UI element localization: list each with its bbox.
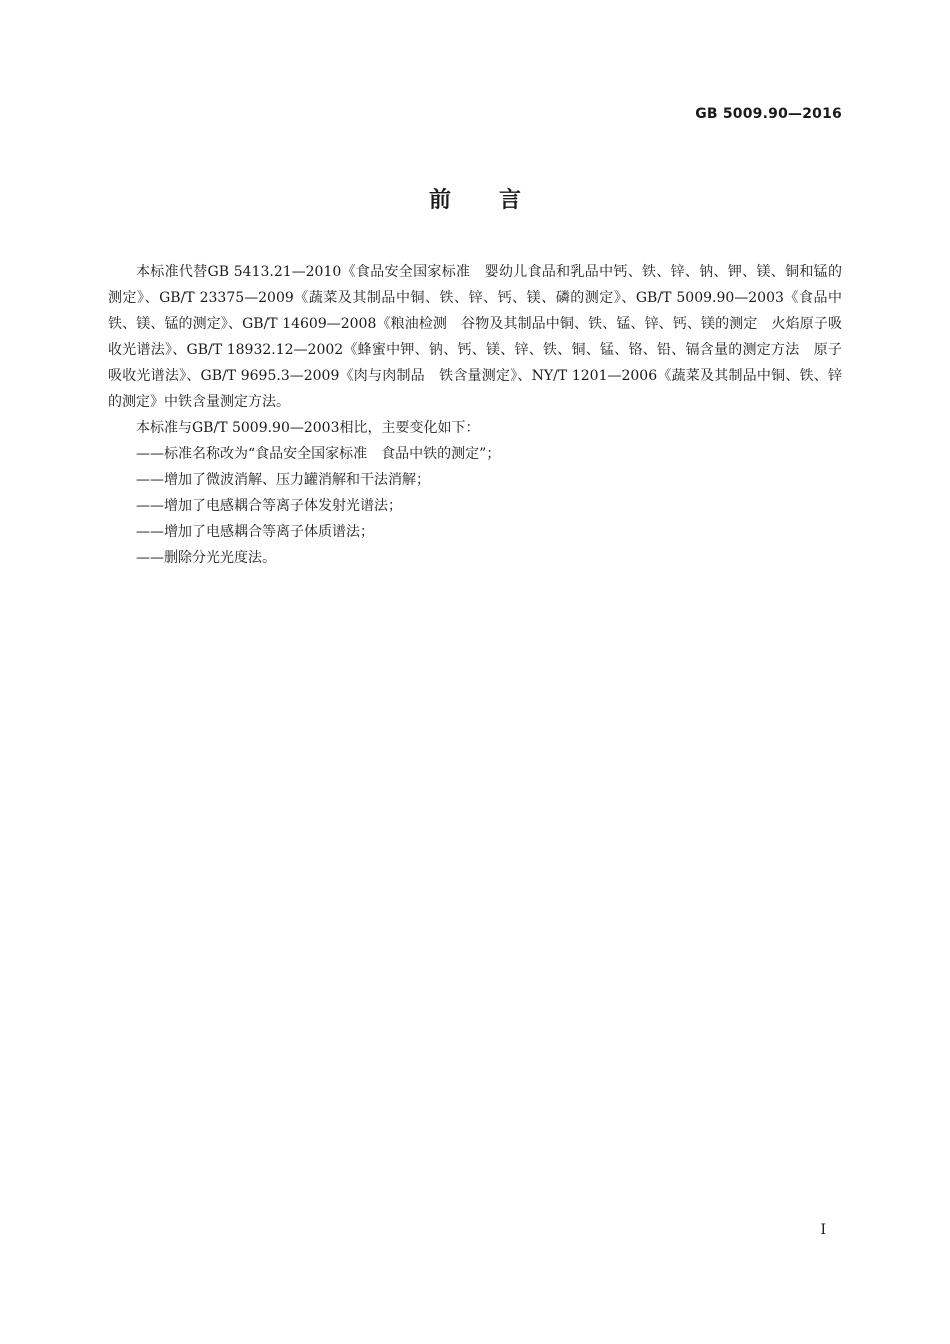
list-item: ——删除分光光度法。	[136, 550, 276, 566]
foreword-body	[108, 259, 842, 571]
page-title: 前言	[428, 188, 569, 213]
list-item: ——增加了电感耦合等离子体发射光谱法；	[136, 498, 402, 514]
standard-number: GB 5009.90—2016	[695, 106, 842, 122]
foreword-paragraph-changes-intro: 本标准与GB/T 5009.90—2003相比，主要变化如下：	[136, 420, 480, 436]
changes-list	[108, 441, 842, 571]
page-number: I	[820, 1222, 826, 1238]
foreword-paragraph-replacement: 本标准代替GB 5413.21—2010《食品安全国家标准 婴幼儿食品和乳品中钙、铁、锌、钠、钾、镁、铜和锰的测定》、GB/T 23375—2009《蔬菜及其制品中铜、铁、锌、钙、镁、磷的测定》、GB/T 5009.90—2003《食品中铁、镁、锰的测定》、GB/T 14609—2008《粮油检测 谷物及其制品中铜、铁、锰、锌、钙、镁的测定 火焰原子吸收光谱法》、GB/T 18932.12—2002《蜂蜜中钾、钠、钙、镁、锌、铁、铜、锰、铬、铅、镉含量的测定方法 原子吸收光谱法》、GB/T 9695.3—2009《肉与肉制品 铁含量测定》、NY/T 1201—2006《蔬菜及其制品中铜、铁、锌的测定》中铁含量测定方法。	[108, 264, 842, 410]
list-item: ——增加了电感耦合等离子体质谱法；	[136, 524, 374, 540]
list-item: ——增加了微波消解、压力罐消解和干法消解；	[136, 472, 430, 488]
list-item: ——标准名称改为“食品安全国家标准 食品中铁的测定”；	[136, 446, 501, 462]
